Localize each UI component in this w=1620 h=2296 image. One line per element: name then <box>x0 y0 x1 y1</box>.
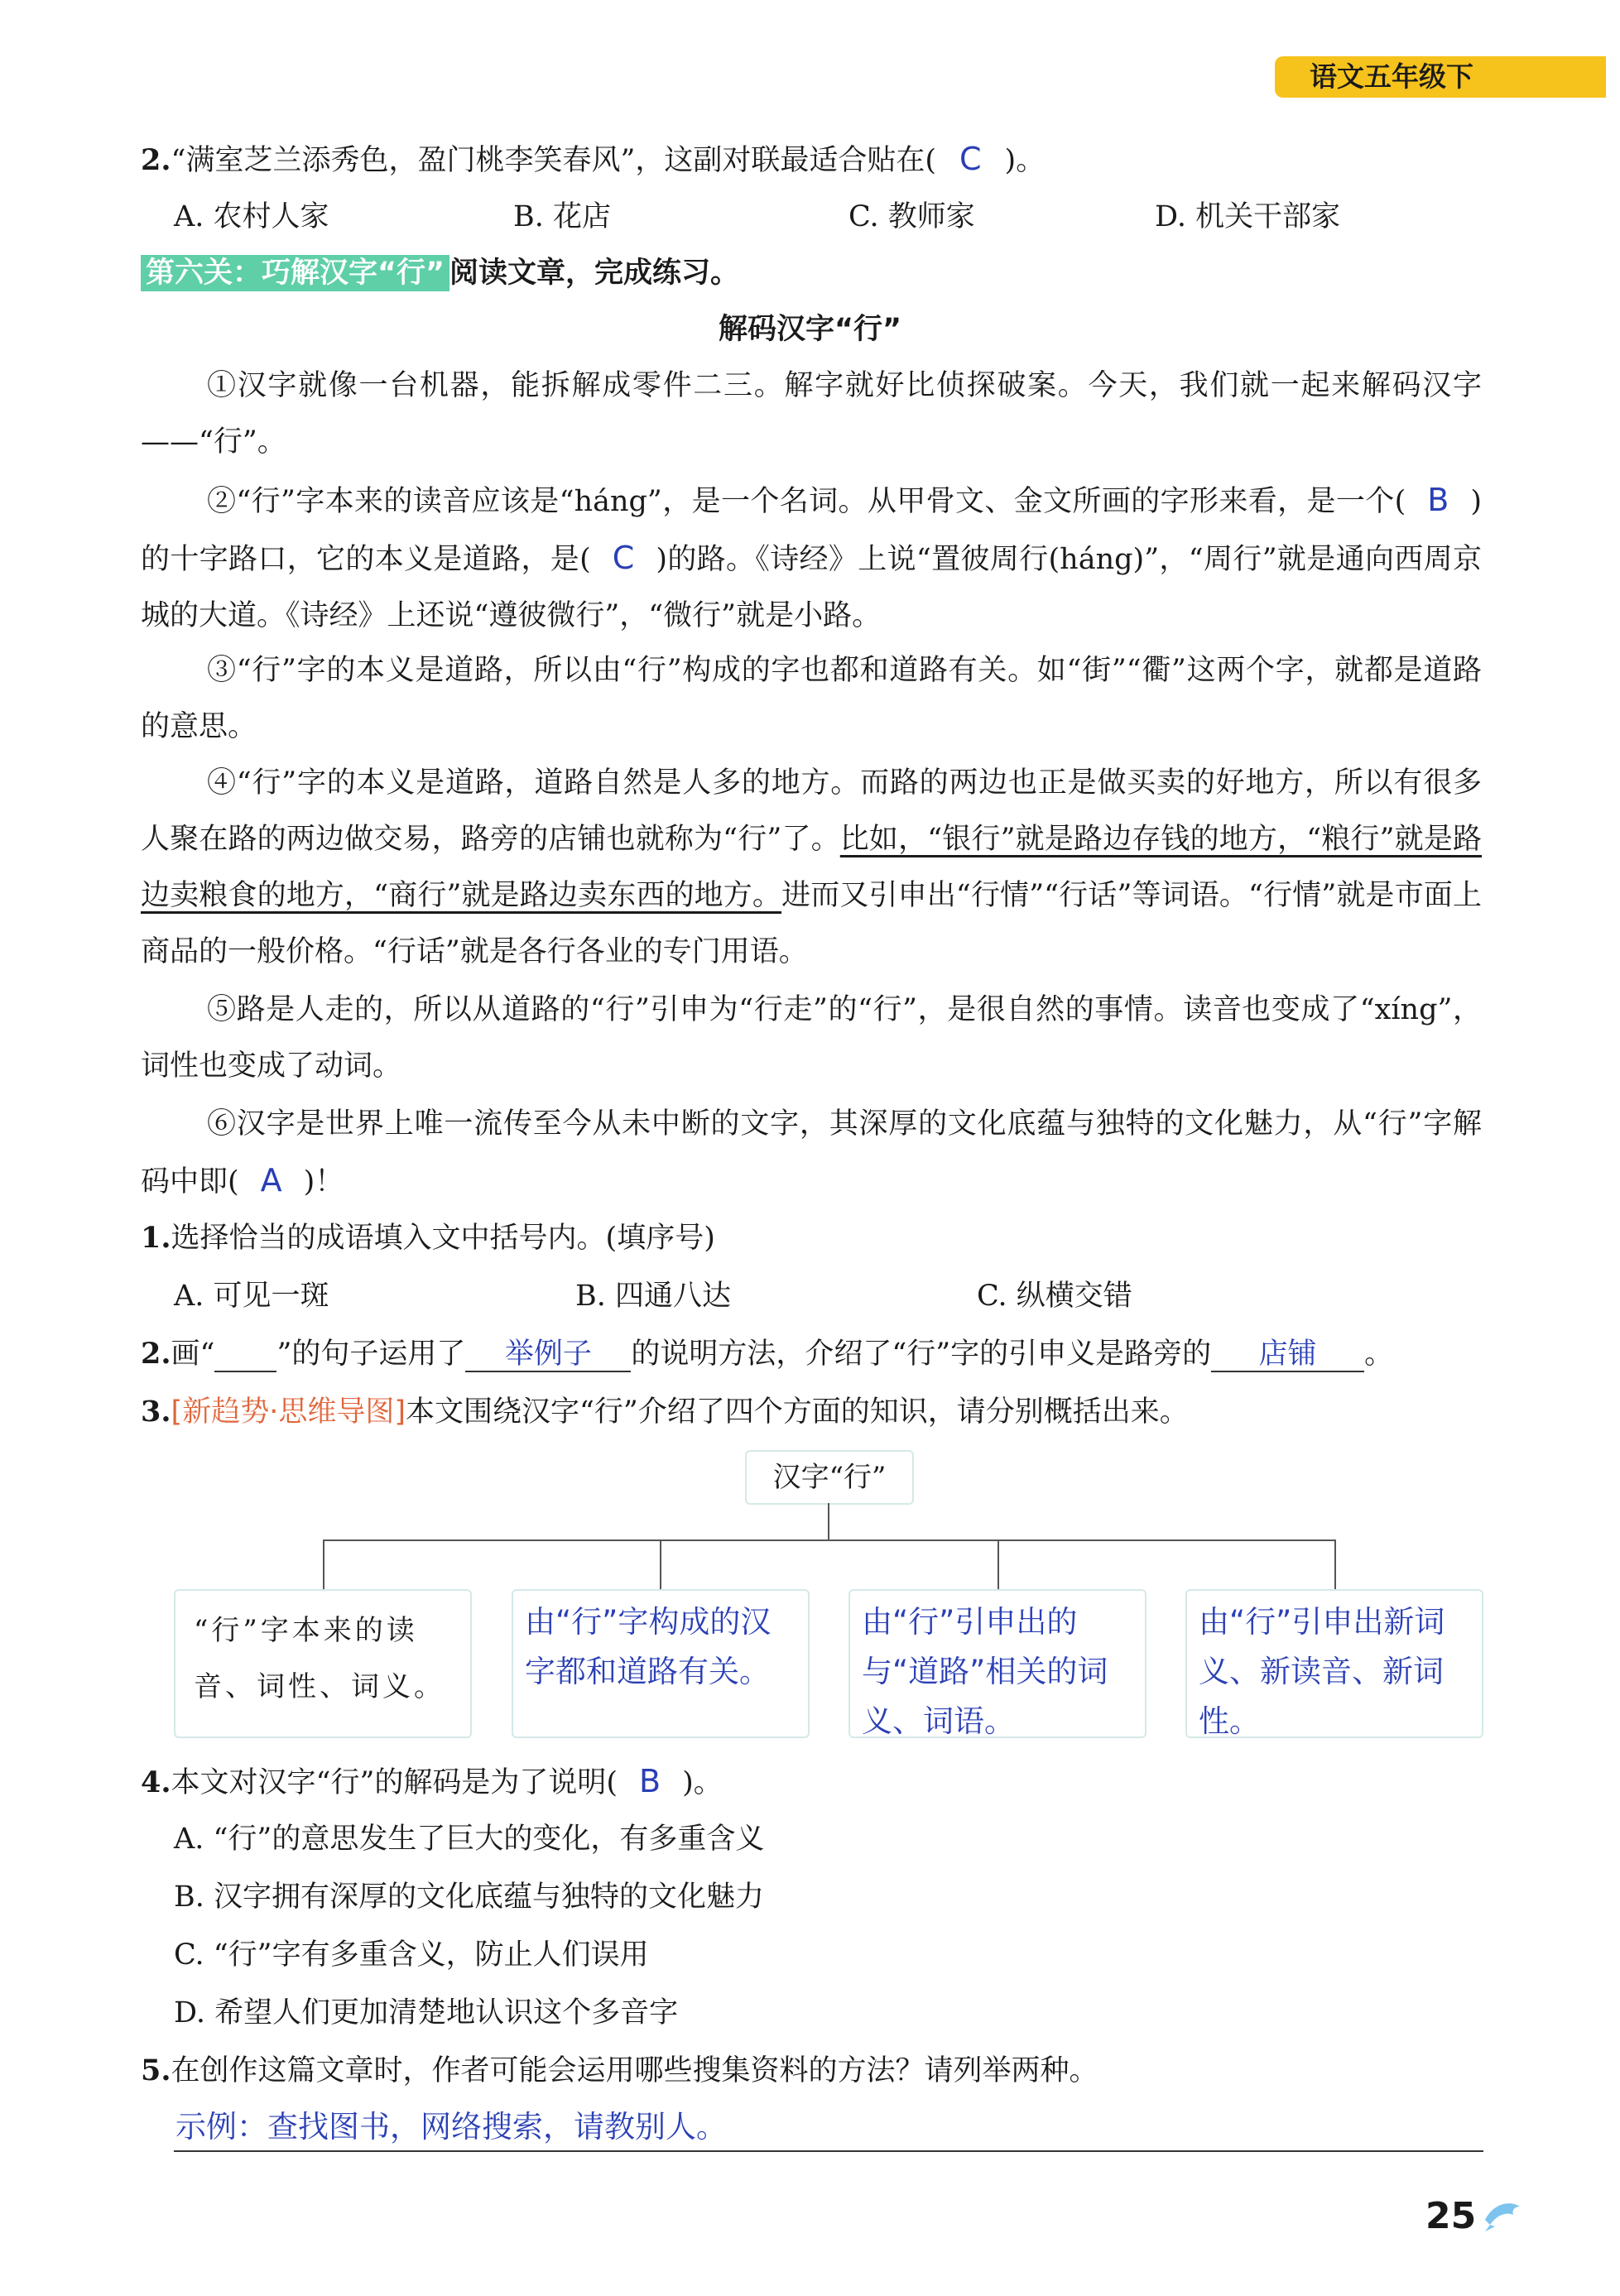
mindmap-bar <box>323 1539 1336 1541</box>
q4-option-a: A. “行”的意思发生了巨大的变化，有多重含义 <box>174 1823 765 1856</box>
mindmap-trunk <box>828 1503 829 1541</box>
q4-option-c: C. “行”字有多重含义，防止人们误用 <box>174 1938 649 1972</box>
q3-stem: 3.[新趋势·思维导图]本文围绕汉字“行”介绍了四个方面的知识，请分别概括出来。 <box>141 1395 1189 1429</box>
mindmap-branch-3 <box>997 1539 999 1589</box>
article-paragraph-5: ⑤路是人走的，所以从道路的“行”引申为“行走”的“行”，是很自然的事情。读音也变成了“xíng”，词性也变成了动词。 <box>141 993 1482 1083</box>
mindmap-branch-4 <box>1334 1539 1336 1589</box>
mindmap-branch-1 <box>323 1539 324 1589</box>
article-answer-b: B <box>1427 482 1449 518</box>
header-tag-label: 语文五年级下 <box>1310 60 1473 93</box>
section-banner <box>141 250 739 296</box>
q-top-option-d: D. 机关干部家 <box>1155 200 1341 233</box>
page-number: 25 <box>1425 2195 1477 2237</box>
q1-option-a: A. 可见一斑 <box>174 1280 329 1313</box>
q3-tag: [新趋势·思维导图] <box>171 1395 406 1429</box>
q-top-stem: 2.“满室芝兰添秀色，盈门桃李笑春风”，这副对联最适合贴在( C )。 <box>141 141 1046 177</box>
section-label: 第六关：巧解汉字“行” <box>141 255 449 291</box>
underline-mark-blank <box>214 1338 276 1372</box>
dolphin-icon <box>1482 2195 1525 2235</box>
q-top-option-a: A. 农村人家 <box>174 200 329 233</box>
q2-answer-1: 举例子 <box>465 1338 631 1372</box>
article-paragraph-2: ②“行”字本来的读音应该是“háng”，是一个名词。从甲骨文、金文所画的字形来看，是一个( B )的十字路口，它的本义是道路，是( C )的路。《诗经》上说“置彼周行(háng)”，“周行”就是通向西周京城的大道。《诗经》上还说“遵彼微行”，“微行”就是小路。 <box>141 482 1482 632</box>
underlined-sentence: 比如，“银行”就是路边存钱的地方，“粮行”就是路边卖粮食的地方，“商行”就是路边卖东西的地方。 <box>141 823 1482 912</box>
q-top-option-b: B. 花店 <box>513 200 611 233</box>
mindmap-branch-2 <box>660 1539 661 1589</box>
q5-stem: 5.在创作这篇文章时，作者可能会运用哪些搜集资料的方法？请列举两种。 <box>141 2053 1098 2087</box>
q2-answer-2: 店铺 <box>1211 1338 1364 1372</box>
mindmap-box-3: 由“行”引申出的与“道路”相关的词义、词语。 <box>848 1589 1146 1738</box>
q1-option-b: B. 四通八达 <box>575 1280 731 1313</box>
article-answer-c: C <box>612 540 635 576</box>
q4-option-b: B. 汉字拥有深厚的文化底蕴与独特的文化魅力 <box>174 1881 764 1914</box>
mindmap-root: 汉字“行” <box>745 1450 914 1505</box>
article-answer-a: A <box>260 1162 282 1198</box>
mindmap-box-1: “行”字本来的读音、词性、词义。 <box>174 1589 472 1738</box>
q-top-option-c: C. 教师家 <box>848 200 975 233</box>
article-paragraph-3: ③“行”字的本义是道路，所以由“行”构成的字也都和道路有关。如“街”“衢”这两个字，就都是道路的意思。 <box>141 654 1482 743</box>
q4-answer: B <box>639 1763 661 1799</box>
article-paragraph-6: ⑥汉字是世界上唯一流传至今从未中断的文字，其深厚的文化底蕴与独特的文化魅力，从“行”字解码中即( A )！ <box>141 1107 1482 1198</box>
q2-stem: 2.画“ ”的句子运用了 举例子 的说明方法，介绍了“行”字的引申义是路旁的 店铺 。 <box>141 1337 1394 1371</box>
q-top-answer: C <box>959 141 982 177</box>
mindmap-box-2: 由“行”字构成的汉字都和道路有关。 <box>512 1589 810 1738</box>
q4-option-d: D. 希望人们更加清楚地认识这个多音字 <box>174 1996 679 2029</box>
q5-answer: 示例：查找图书，网络搜索，请教别人。 <box>175 2109 727 2145</box>
q1-stem: 1.选择恰当的成语填入文中括号内。(填序号) <box>141 1221 715 1255</box>
q4-stem: 4.本文对汉字“行”的解码是为了说明( B )。 <box>141 1763 723 1799</box>
section-instruction: 阅读文章，完成练习。 <box>449 257 740 290</box>
article-paragraph-1: ①汉字就像一台机器，能拆解成零件二三。解字就好比侦探破案。今天，我们就一起来解码汉字——“行”。 <box>141 369 1482 459</box>
q5-answer-line <box>174 2150 1483 2152</box>
mindmap-box-4: 由“行”引申出新词义、新读音、新词性。 <box>1185 1589 1483 1738</box>
q1-option-c: C. 纵横交错 <box>977 1280 1132 1313</box>
article-paragraph-4: ④“行”字的本义是道路，道路自然是人多的地方。而路的两边也正是做买卖的好地方，所以有很多人聚在路的两边做交易，路旁的店铺也就称为“行”了。比如，“银行”就是路边存钱的地方，“粮行”就是路边卖粮食的地方，“商行”就是路边卖东西的地方。进而又引申出“行情”“行话”等词语。“行情”就是市面上商品的一般价格。“行话”就是各行各业的专门用语。 <box>141 766 1482 968</box>
article-title: 解码汉字“行” <box>718 313 901 346</box>
